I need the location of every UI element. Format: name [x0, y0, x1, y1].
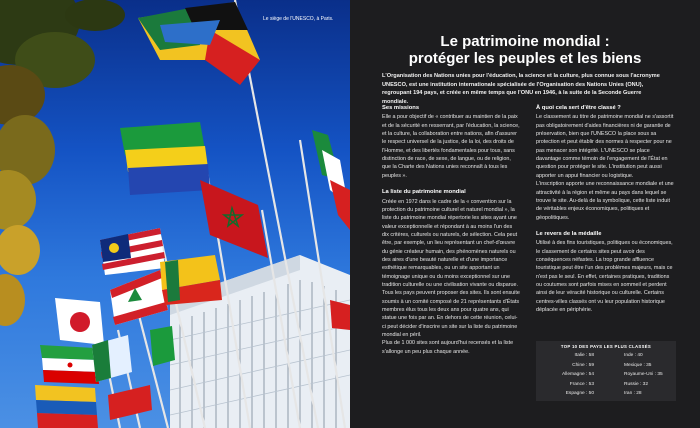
flag-morocco [200, 180, 268, 258]
article-title [350, 33, 700, 67]
flag-yellow [160, 255, 222, 305]
flag-gabon [120, 122, 210, 195]
photo-caption: Le siège de l'UNESCO, à Paris. [263, 16, 334, 22]
section-body-list-3: Plus de 1 000 sites sont aujourd'hui recensés et la liste s'allonge un peu plus chaque année. [382, 340, 514, 355]
article-column-right [536, 104, 674, 322]
section-body-missions: Elle a pour objectif de « contribuer au maintien de la paix et de la sécurité en resserrant, par l'éducation, la science, et la culture, la collaboration entre nations, afin d'assurer le respect universel de la justice, de la loi, des droits de l'Homme, et des libertés fondamentales pour tous, sans distinction de race, de sexe, de langue, ou de religion, que la Charte des Nations unies reconnaît à tous les peuples ». [382, 114, 520, 179]
section-body-list: Créée en 1972 dans le cadre de la « convention sur la protection du patrimoine culturel et naturel mondial », la liste du patrimoine mondial répertorie les sites ayant une valeur exceptionnelle et répondant à au moins l'un des dix critères, culturels ou naturels, de sélection. Cela peut être, par exemple, un lieu représentant un chef-d'œuvre du génie créateur humain, des phénomènes naturels ou des aires d'une beauté naturelle et d'une importance esthétique remarquables, ou un site apportant un témoignage unique ou du moins exceptionnel sur une tradition culturelle ou une civilisation vivante ou disparue. [382, 198, 519, 288]
ranking-item: France : 53 [569, 381, 594, 387]
ranking-item: Mexique : 35 [624, 362, 652, 368]
article-page [350, 0, 700, 428]
flag-japan [55, 298, 104, 345]
ranking-item: Russie : 32 [624, 381, 648, 387]
flag-top [138, 2, 260, 85]
section-heading-downside: Le revers de la médaille [536, 230, 602, 237]
section-heading-missions: Ses missions [382, 105, 420, 111]
article-intro: L'Organisation des Nations unies pour l'éducation, la science et la culture, plus connue sous l'acronyme UNESCO, est une institution internationale spécialisée de l'Organisation des Nations Unies (ONU), regroupant 194 pays, et créée en même temps que l'ONU en 1946, à la suite de la Seconde Guerre mondiale. [382, 73, 660, 105]
flag-right-top [312, 130, 350, 230]
section-body-downside: Utilisé à des fins touristiques, politiques ou économiques, le classement de certains sites peut avoir des conséquences néfastes. La trop grande affluence touristique peut être l'un des problèmes majeurs, mais ce n'est pas le seul. En effet, certaines pratiques, traditions ou coutumes sont parfois mises en sommeil et perdent ainsi de leur véracité historique ou culturelle. Certains centres-villes classés ont vu leur population historique déplacée en périphérie. [536, 240, 673, 314]
flag-iran [40, 345, 99, 384]
title-line-1: Le patrimoine mondial : [440, 33, 610, 50]
section-heading-why: À quoi cela sert d'être classé ? [536, 105, 621, 111]
ranking-item: Italie : 58 [574, 353, 594, 358]
ranking-title: TOP 10 DES PAYS LES PLUS CLASSÉS [560, 344, 652, 349]
tree-foliage [0, 0, 125, 326]
ranking-item: Chine : 59 [572, 362, 594, 368]
ranking-item: Espagne : 50 [565, 391, 594, 397]
flag-malaysia [100, 228, 165, 275]
top10-ranking-box [536, 341, 676, 401]
section-body-why-2: L'inscription apporte une reconnaissance mondiale et une attractivité à la région et même au pays dans lequel se trouve le site. Au-delà de la symbolique, cette liste induit de véritables enjeux économiques, politiques et géopolitiques. [536, 181, 674, 221]
flag-right-bottom [330, 300, 350, 330]
ranking-item: Allemagne : 54 [562, 372, 594, 378]
title-line-2: protéger les peuples et les biens [408, 50, 642, 67]
section-heading-list: La liste du patrimoine mondial [382, 189, 466, 196]
article-column-left [382, 104, 520, 364]
section-body-list-2: Tous les pays peuvent proposer des sites. Ils sont ensuite soumis à un comité composé de 21 représentants d'États membres élus tous les deux ans pour quatre ans, qui statue une fois par an. En dehors de cette réunion, celui-ci peut décider d'inscrire un site sur la liste du patrimoine mondial en péril. [382, 290, 520, 339]
ranking-item: Royaume-Uni : 35 [624, 372, 663, 378]
ranking-item: Inde : 40 [624, 353, 643, 358]
flag-lower-left [35, 385, 98, 428]
flag-lebanon [110, 270, 168, 325]
ranking-item: Iran : 28 [624, 391, 642, 397]
section-body-why: Le classement au titre de patrimoine mondial ne s'assortit pas obligatoirement d'aides financières ni de garantie de préservation, bien que l'UNESCO la place sous sa protection et peut établir des normes à respecter pour ne pas menacer son intégrité. L'UNESCO se place davantage comme témoin de l'engagement de l'État en question pour protéger le site. L'institution peut aussi apporter un appui financier ou logistique. [536, 114, 674, 179]
